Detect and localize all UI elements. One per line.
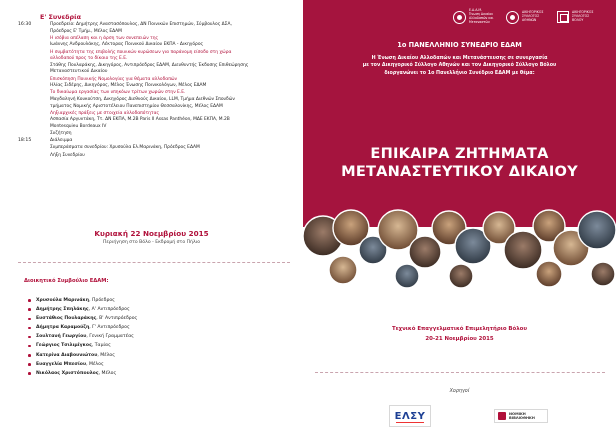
sponsor-logo-text: ΕΛΣΥ [394, 410, 426, 422]
intro-line: Η Ένωση Δικαίου Αλλοδαπών και Μετανάστευσης σε συνεργασία [371, 56, 548, 61]
dsa-logo-icon [506, 11, 519, 24]
collage-photo [329, 256, 357, 284]
board-member-name: Γεώργιος Τσιλιμίγκος [36, 343, 92, 349]
program-item [18, 138, 300, 145]
intro-text [321, 55, 598, 77]
talk-title: Ληξιαρχικές πράξεις με στοιχεία αλλοδαπότητας [50, 110, 160, 116]
board-member-name: Ευστάθιος Πουλαράκης [36, 316, 97, 322]
board-member-role: , Πρόεδρος [89, 298, 115, 303]
board-member-role: , Β' Αντιπρόεδρος [96, 316, 138, 322]
board-member [28, 360, 288, 369]
board-member [28, 323, 288, 332]
program-text: Ιωάννης Ανδρουλάκης, Λέκτορας Ποινικού Δικαίου ΕΚΠΑ - Δικηγόρος [50, 42, 204, 48]
main-title-line-2: ΜΕΤΑΝΑΣΤΕΥΤΙΚΟΥ ΔΙΚΑΙΟΥ [341, 163, 578, 180]
main-title-line-1: ΕΠΙΚΑΙΡΑ ΖΗΤΗΜΑΤΑ [370, 145, 549, 162]
talk-title: Επισκόπηση Ποινικής Νομολογίας για θέματα αλλοδαπών [50, 76, 177, 82]
dsa-logo [506, 6, 564, 28]
program-text: Στάθης Πουλαράκης, Δικηγόρος, Αντιπρόεδρος ΕΔΑΜ, Διευθυντής Έκδοσης Επιθεώρησης [50, 62, 249, 68]
board-member-role: , Μέλος [97, 352, 115, 358]
board-member [28, 341, 288, 350]
program-text: Πρόεδρος Ε' Τμήμ., Μέλος ΕΔΑΜ [50, 28, 122, 34]
board-member-role: , Γενική Γραμματέας [86, 334, 134, 340]
main-title [303, 145, 616, 181]
program-text: τμήματος Νομικής Αριστοτέλειου Πανεπιστημίου Θεσσαλονίκης, Μέλος ΕΔΑΜ [50, 103, 223, 109]
edam-logo [453, 6, 511, 28]
board-member [28, 351, 288, 360]
program-text: Συζήτηση [50, 131, 72, 137]
board-member [28, 314, 288, 323]
sunday-heading: Κυριακή 22 Νοεμβρίου 2015 [94, 229, 209, 238]
program-item [18, 153, 300, 160]
board-member-name: Κατερίνα Διαβουνιώτου [36, 352, 98, 358]
board-member-name: Σουλτανή Γεωργίου [36, 334, 87, 340]
program-time: 16:30 [18, 22, 32, 27]
board-member-name: Δημήτρης Σπηλάκης [36, 307, 89, 313]
board-member-role: , Μέλος [98, 370, 117, 376]
talk-title: αλλοδαπού προς το δίκαιο της Ε.Ε. [50, 56, 128, 62]
dsv-logo [557, 6, 614, 28]
program-text: Προεδρείο: Δημήτρης Αναστασόπουλος, ΔΝ Ποινικών Επιστημών, Σύμβουλος ΔΣΑ, [50, 22, 232, 27]
board-member [28, 296, 288, 305]
talk-title: Η ισόβια απέλαση και η άρση των συνεπειών της [50, 35, 159, 41]
sponsor-logo-bar [396, 422, 424, 423]
program-text: Ηλίας Σιδέρης, Δικηγόρος, Μέλος Ένωσης Ποινικολόγων, Μέλος ΕΔΑΜ [50, 83, 207, 89]
edam-logo-text: Ε.Δ.Α.Μ. Ένωση Δικαίου Αλλοδαπών και Μεταναστών [469, 8, 494, 24]
board-member-role: , Μέλος [86, 361, 104, 367]
board-member-name: Δήμητρα Καραμούζη [36, 325, 90, 331]
program-text: Ασπασία Αργυντάκη, Ττ. ΔΝ ΕΚΠΑ, Μ.2Β Paris II Assas Panthéon, ΜΔΕ ΕΚΠΑ, Μ.2Β [50, 117, 230, 123]
program-item [18, 111, 300, 131]
program-text: Μεταναστευτικού Δικαίου [50, 69, 108, 75]
board-member [28, 369, 288, 378]
dsv-logo-icon [557, 11, 569, 23]
board-list [28, 296, 288, 378]
program-text: Μαγδαληνή Κουκούτση, Δικηγόρος Διεθνούς Δικαίου, LLM, Τμήμα Διεθνών Σπουδών [50, 96, 235, 102]
collage-photo [449, 264, 473, 288]
edam-logo-icon [453, 11, 466, 24]
fold-divider [18, 262, 290, 263]
program-text: Συμπεράσματα συνεδρίου: Χρυσούλα Ελ.Μαρινάκη, Πρόεδρος ΕΔΑΜ [50, 145, 200, 151]
collage-photo [536, 261, 562, 287]
program-item [18, 77, 300, 90]
sponsor-logo-text: ΝΟΜΙΚΗ ΒΙΒΛΙΟΘΗΚΗ [509, 412, 535, 420]
board-member-name: Ευαγγελία Μπεσίου [36, 361, 87, 367]
intro-line: με τον Δικηγορικό Σύλλογο Αθηνών και τον Δικηγορικό Σύλλογο Βόλου [362, 63, 557, 69]
conference-dates: 20-21 Νοεμβρίου 2015 [425, 336, 494, 342]
sunday-subtitle: Περιήγηση στο Βόλο - Εκδρομή στο Πήλιο [102, 240, 201, 245]
conference-title: 1ο ΠΑΝΕΛΛΗΝΙΟ ΣΥΝΕΔΡΙΟ ΕΔΑΜ [397, 41, 522, 49]
board-member-role: , Α' Αντιπρόεδρος [88, 307, 130, 313]
board-member-name: Χρυσούλα Μαρινάκη [36, 298, 90, 303]
program-item [18, 36, 300, 49]
program-text: Διάλειμμα [50, 138, 73, 144]
board-member [28, 332, 288, 341]
program-item [18, 145, 300, 152]
program-list [18, 22, 300, 159]
program-item [18, 22, 300, 35]
collage-photo [409, 236, 441, 268]
dsa-logo-text: ΔΙΚΗΓΟΡΙΚΟΣ ΣΥΛΛΟΓΟΣ ΑΘΗΝΩΝ [522, 10, 544, 22]
organizer-logos [303, 6, 616, 30]
program-text: Λήξη Συνεδρίου [50, 152, 85, 158]
sponsor-logo-elsy [389, 405, 431, 427]
cover-band [303, 0, 616, 227]
left-panel [0, 0, 303, 445]
board-member-name: Νικόλαος Χριστόπουλος [36, 370, 99, 376]
board-member-role: , Ταμίας [91, 343, 111, 349]
sponsors-label: Χορηγοί [449, 389, 470, 394]
board-member [28, 305, 288, 314]
sponsor-logo-nb [494, 409, 548, 423]
session-title: Ε' Συνεδρία [40, 13, 81, 21]
program-time: 18:15 [18, 138, 32, 144]
program-text: Montesquieu Bordeaux IV [50, 123, 107, 129]
venue: Τεχνικό Επαγγελματικό Επιμελητήριο Βόλου [391, 326, 527, 332]
collage-photo [591, 262, 615, 286]
collage-photo [395, 264, 419, 288]
photo-collage [303, 200, 616, 292]
collage-photo [578, 211, 616, 249]
talk-title: Το δικαίωμα εργασίας των υπηκόων τρίτων χωρών στην Ε.Ε. [50, 90, 186, 96]
program-item [18, 50, 300, 76]
program-item [18, 131, 300, 138]
book-icon [498, 412, 506, 420]
talk-title: Η συμβατότητα της επιβολής ποινικών κυρώσεων για παράνομη είσοδο στη χώρα [50, 49, 232, 55]
intro-line: διοργανώνει το 1ο Πανελλήνιο Συνέδριο ΕΔΑΜ με θέμα: [384, 70, 535, 76]
board-member-role: , Γ' Αντιπρόεδρος [89, 325, 130, 331]
board-title: Διοικητικό Συμβούλιο ΕΔΑΜ: [24, 278, 109, 284]
program-item [18, 90, 300, 110]
fold-divider [315, 372, 605, 373]
dsv-logo-text: ΔΙΚΗΓΟΡΙΚΟΣ ΣΥΛΛΟΓΟΣ ΒΟΛΟΥ [572, 10, 594, 22]
right-panel [303, 0, 616, 445]
